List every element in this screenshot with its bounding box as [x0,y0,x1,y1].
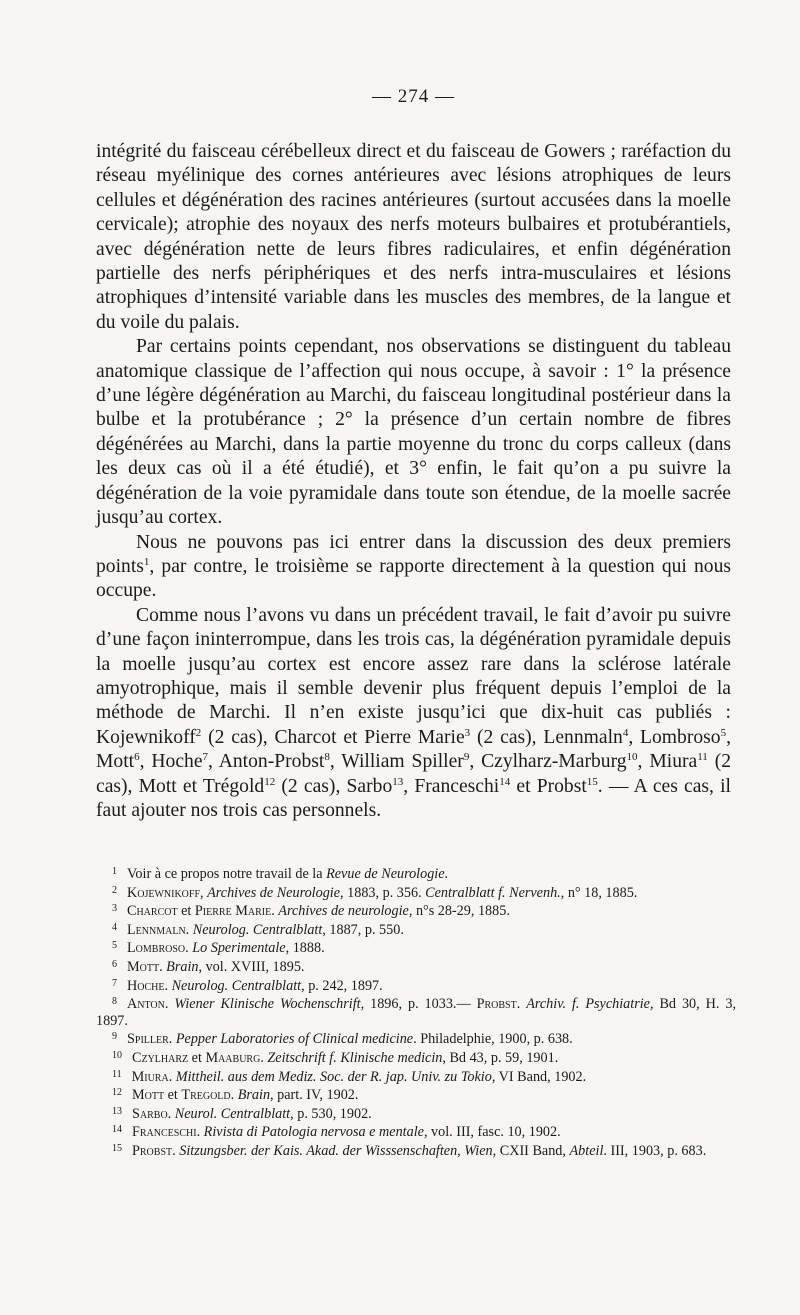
footnote [96,938,736,957]
footnote-ref: 11 [697,751,708,764]
footnote-ref: 8 [324,751,330,764]
text-run: , Anton-Probst [208,751,325,773]
text-run: . [159,958,167,975]
text-run: . [185,921,193,938]
text-run: Sitzungsber. der Kais. Akad. der Wisssenschaften, Wien [179,1142,493,1159]
text-run: , 1887, p. 550. [322,921,404,938]
text-run: Lo Sperimentale [192,940,286,957]
text-run: , 1883, p. 356. [340,884,426,901]
author-name: Lombroso [127,940,186,957]
text-run: . [516,996,527,1013]
footnotes [96,864,736,1160]
footnote-number: 12 [112,1087,122,1099]
paragraph [96,335,731,530]
footnote-number: 4 [112,921,117,933]
footnote [96,883,736,902]
text-run: , Franceschi [403,775,500,797]
footnote [96,920,736,939]
text-run: , p. 530, 1902. [290,1105,372,1122]
text-run: , Bd 30, H. 3, 1897. [96,996,737,1029]
text-run: , Lombroso [628,726,721,748]
text-run: , n°s 28-29, 1885. [408,903,510,920]
text-run: Pepper Laboratories of Clinical medicine [175,1031,414,1048]
text-run: , VI Band, 1902. [491,1068,587,1085]
footnote [96,1122,736,1141]
footnote-ref: 5 [720,726,727,739]
footnote-number: 15 [112,1142,122,1154]
text-run: . [230,1087,238,1104]
text-run: . [168,1068,176,1085]
text-run: , n° 18, 1885. [560,884,638,901]
footnote-number: 2 [112,884,117,896]
text-run: . [167,1105,175,1122]
author-name: Probst [476,996,517,1013]
author-name: Mott [127,958,160,975]
text-run: , p. 242, 1897. [301,977,383,994]
footnote-number: 9 [112,1031,117,1043]
text-run: Voir à ce propos notre travail de la [127,866,327,882]
footnote [96,864,736,883]
text-run: . [444,866,449,882]
footnote-ref: 1 [143,555,150,568]
text-run: , vol. III, fasc. 10, 1902. [423,1124,561,1141]
text-run: Mittheil. aus dem Mediz. Soc. der R. jap. Univ. zu Tokio [175,1068,492,1085]
footnote [96,1048,736,1067]
text-run: , [200,884,208,901]
text-run: . [196,1124,204,1141]
footnote [96,957,736,976]
author-name: Mott [132,1087,165,1104]
text-run: et [177,903,195,920]
footnote-number: 7 [112,977,117,989]
text-run: Comme nous l’avons vu dans un précédent travail, le fait d’avoir pu suivre d’une façon ininterrompue, dans les trois cas, la dégénération pyramidale depuis la moelle jusqu’au cortex est encore assez rare dans la sclérose latérale amyotrophique, mais il semble devenir plus fréquent depuis l’emploi de la méthode de Marchi. Il n’en existe jusqu’ici que dix-huit cas publiés : Kojewnikoff [96,604,731,748]
text-run: , Czylharz-Marburg [469,751,627,773]
author-name: Hoche [127,977,165,994]
footnote-ref: 14 [499,775,511,788]
footnote-ref: 6 [134,751,140,764]
text-run: Archiv. f. Psychiatrie [526,996,650,1013]
author-name: Anton [127,996,165,1013]
text-run: et Probst [510,775,587,797]
text-run: Zeitschrift f. Klinische medicin [267,1049,443,1066]
text-run: Archives de Neurologie [207,884,341,901]
text-run: . III, 1903, p. 683. [603,1142,707,1159]
text-run: , par contre, le troisième se rapporte directement à la question qui nous occupe. [96,555,731,602]
footnote-number: 13 [112,1105,122,1117]
footnote [96,1067,736,1086]
text-run: , 1888. [285,940,325,957]
footnote [96,1141,736,1160]
author-name: Tregold [181,1087,231,1104]
text-run: , part. IV, 1902. [270,1087,359,1104]
page-number: — 274 — [372,86,455,107]
text-run: . [185,940,193,957]
text-run: . [164,977,172,994]
author-name: Probst [132,1142,173,1159]
author-name: Maaburg [205,1049,261,1066]
footnote-number: 11 [112,1068,122,1080]
text-run: . [271,903,279,920]
author-name: Sarbo [132,1105,168,1122]
text-run: (2 cas), Charcot et Pierre Marie [201,726,465,748]
author-name: Kojewnikoff [127,884,201,901]
footnote [96,901,736,920]
author-name: Czylharz [132,1049,189,1066]
text-run: . Philadelphie, 1900, p. 638. [413,1031,573,1048]
text-run: , Bd 43, p. 59, 1901. [442,1049,559,1066]
footnote-ref: 10 [626,751,638,764]
footnote-number: 10 [112,1049,122,1061]
author-name: Miura [131,1068,169,1085]
footnote-ref: 15 [586,775,598,788]
text-run: , vol. XVIII, 1895. [198,958,305,975]
text-run: Par certains points cependant, nos observations se distinguent du tableau anatomique classique de l’affection qui nous occupe, à savoir : 1° la présence d’une légère dégénération au Marchi, du faisceau longitudinal postérieur dans la bulbe et la protubérance ; 2° la présence d’un certain nombre de fibres dégénérées au Marchi, dans la partie moyenne du tronc du corps calleux (dans les deux cas où il a été étudié), et 3° enfin, le fait qu’on a pu suivre la dégénération de la voie pyramidale dans toute son étendue, de la moelle sacrée jusqu’au cortex. [96,336,731,529]
footnote-ref: 7 [202,751,209,764]
footnote-ref: 2 [195,726,202,739]
footnote-number: 14 [112,1124,122,1136]
text-run: Revue de Neurologie [326,866,445,882]
text-run: Abteil [569,1142,604,1159]
footnote [96,1104,736,1123]
text-run: . [260,1049,268,1066]
footnote [96,1085,736,1104]
text-run: , CXII Band, [492,1142,570,1159]
text-run: Brain [166,958,199,975]
text-run: Brain [237,1087,271,1104]
paragraph [96,604,731,824]
footnote-ref: 12 [264,775,276,788]
text-run: et [188,1049,206,1066]
page [96,86,731,823]
footnote-ref: 9 [463,751,470,764]
footnote [96,1029,736,1048]
footnote-ref: 3 [464,726,471,739]
paragraph [96,531,731,604]
footnote-number: 3 [112,903,117,915]
text-run: (2 cas), Sarbo [275,775,393,797]
paragraph [96,140,731,335]
footnote-ref: 13 [392,775,404,788]
body-text [96,140,731,823]
text-run: . [164,996,175,1013]
text-run: Archives de neurologie [278,903,409,920]
text-run: . [168,1031,176,1048]
text-run: , William Spiller [329,751,464,773]
author-name: Franceschi [132,1124,197,1141]
text-run: , Hoche [139,751,203,773]
text-run: , Miura [637,751,698,773]
author-name: Charcot [127,903,178,920]
text-run: , 1896, p. 1033.— [360,996,477,1013]
text-run: Nous ne pouvons pas ici entrer dans la discussion des deux premiers points [96,531,731,577]
footnote-number: 5 [112,940,117,952]
author-name: Spiller [127,1031,169,1048]
text-run: intégrité du faisceau cérébelleux direct et du faisceau de Gowers ; raréfaction du réseau myélinique des cornes antérieures avec lésions atrophiques de leurs cellules et dégénération des racines antérieures (surtout accusées dans la moelle cervicale); atrophie des noyaux des nerfs moteurs bulbaires et protubérantiels, avec dégénération nette de leurs fibres radiculaires, et enfin dégénération partielle des nerfs périphériques et des nerfs intra-musculaires et lésions atrophiques d’intensité variable dans les muscles des membres, de la langue et du voile du palais. [96,141,731,333]
text-run: Centralblatt f. Nervenh. [425,884,561,901]
text-run: (2 cas), Mott et Trégold [96,751,732,797]
footnote-number: 6 [112,958,117,970]
text-run: (2 cas), Lennmaln [470,726,623,748]
footnote-number: 1 [112,866,117,877]
author-name: Pierre Marie [194,903,272,920]
footnote-ref: 4 [622,726,629,739]
text-run: Neurolog. Centralblatt [192,921,323,938]
author-name: Lennmaln [127,921,186,938]
text-run: Rivista di Patologia nervosa e mentale [203,1124,424,1141]
text-run: . [172,1142,180,1159]
footnote [96,976,736,995]
footnote [96,994,736,1029]
text-run: Wiener Klinische Wochenschrift [174,996,361,1013]
text-run: , Mott [96,726,731,773]
text-run: et [164,1087,182,1104]
text-run: Neurolog. Centralblatt [171,977,302,994]
text-run: . — A ces cas, il faut ajouter nos trois cas personnels. [96,775,732,821]
footnote-number: 8 [112,996,117,1008]
text-run: Neurol. Centralblatt [174,1105,291,1122]
